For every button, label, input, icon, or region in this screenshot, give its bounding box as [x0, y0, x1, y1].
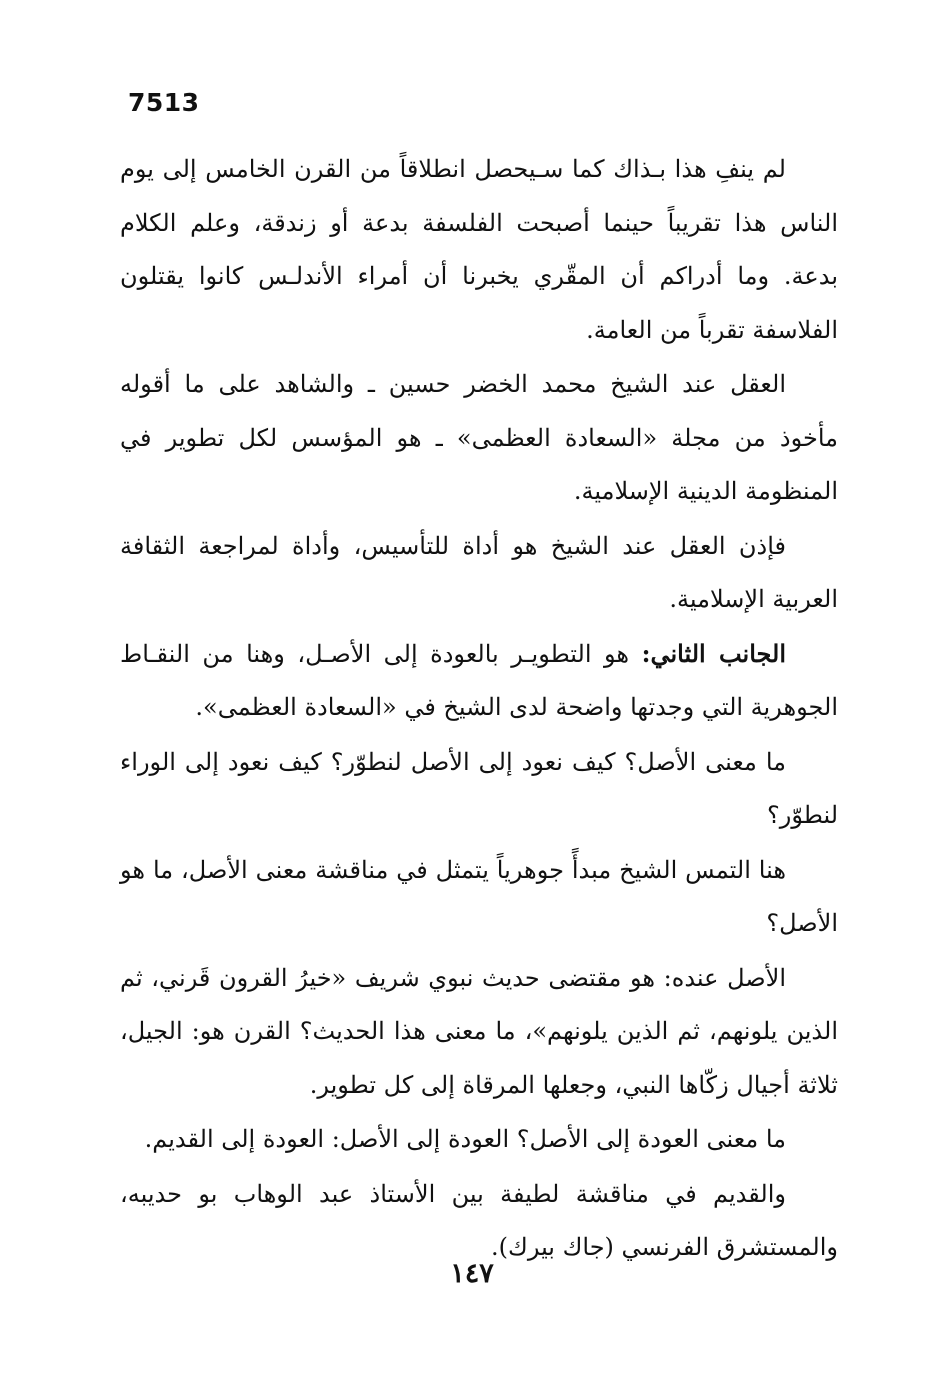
paragraph-7 [120, 951, 838, 1113]
paragraph-text: الأصل عنده: هو مقتضى حديث نبوي شريف «خيرُ القرون قَرني، ثم الذين يلونهم، ثم الذين يلونهم»، ما معنى هذا الحديث؟ القرن هو: الجيل، ثلاثة أجيال زكّاها النبي، وجعلها المرقاة إلى كل تطوير. [120, 963, 838, 1099]
paragraph-3 [120, 519, 838, 627]
paragraph-text: هنا التمس الشيخ مبدأً جوهرياً يتمثل في مناقشة معنى الأصل، ما هو الأصل؟ [120, 855, 838, 937]
paragraph-text: العقل عند الشيخ محمد الخضر حسين ـ والشاهد على ما أقوله مأخوذ من مجلة «السعادة العظمى» ـ هو المؤسس لكل تطوير في المنظومة الدينية الإسلامية. [120, 370, 838, 505]
paragraph-text: والقديم في مناقشة لطيفة بين الأستاذ عبد الوهاب بو حديبه، والمستشرق الفرنسي (جاك بيرك). [120, 1179, 838, 1261]
paragraph-1 [120, 142, 838, 357]
paragraph-text: هو التطويـر بالعودة إلى الأصـل، وهنا من النقـاط الجوهرية التي وجدتها واضحة لدى الشيخ في «السعادة العظمى». [120, 639, 838, 721]
paragraph-6 [120, 843, 838, 951]
page-number: ١٤٧ [450, 1258, 494, 1289]
paragraph-text: ما معنى العودة إلى الأصل؟ العودة إلى الأصل: العودة إلى القديم. [144, 1125, 786, 1153]
paragraph-4 [120, 627, 838, 735]
paragraph-lead: الجانب الثاني: [641, 638, 787, 668]
paragraph-text: لم ينفِ هذا بـذاك كما سـيحصل انطلاقاً من القرن الخامس إلى يوم الناس هذا تقريباً حينما أصبحت الفلسفة بدعة أو زندقة، وعلم الكلام بدعة. وما أدراكم أن المقّري يخبرنا أن أمراء الأندلـس كانوا يقتلون الفلاسفة تقرباً من العامة. [120, 155, 838, 344]
paragraph-text: فإذن العقل عند الشيخ هو أداة للتأسيس، وأداة لمراجعة الثقافة العربية الإسلامية. [120, 531, 838, 613]
paragraph-5 [120, 735, 838, 843]
body-text [120, 142, 838, 1275]
paragraph-8 [120, 1112, 838, 1167]
paragraph-2 [120, 357, 838, 519]
paragraph-text: ما معنى الأصل؟ كيف نعود إلى الأصل لنطوّر؟ كيف نعود إلى الوراء لنطوّر؟ [120, 747, 838, 829]
document-id: 7513 [128, 88, 200, 117]
